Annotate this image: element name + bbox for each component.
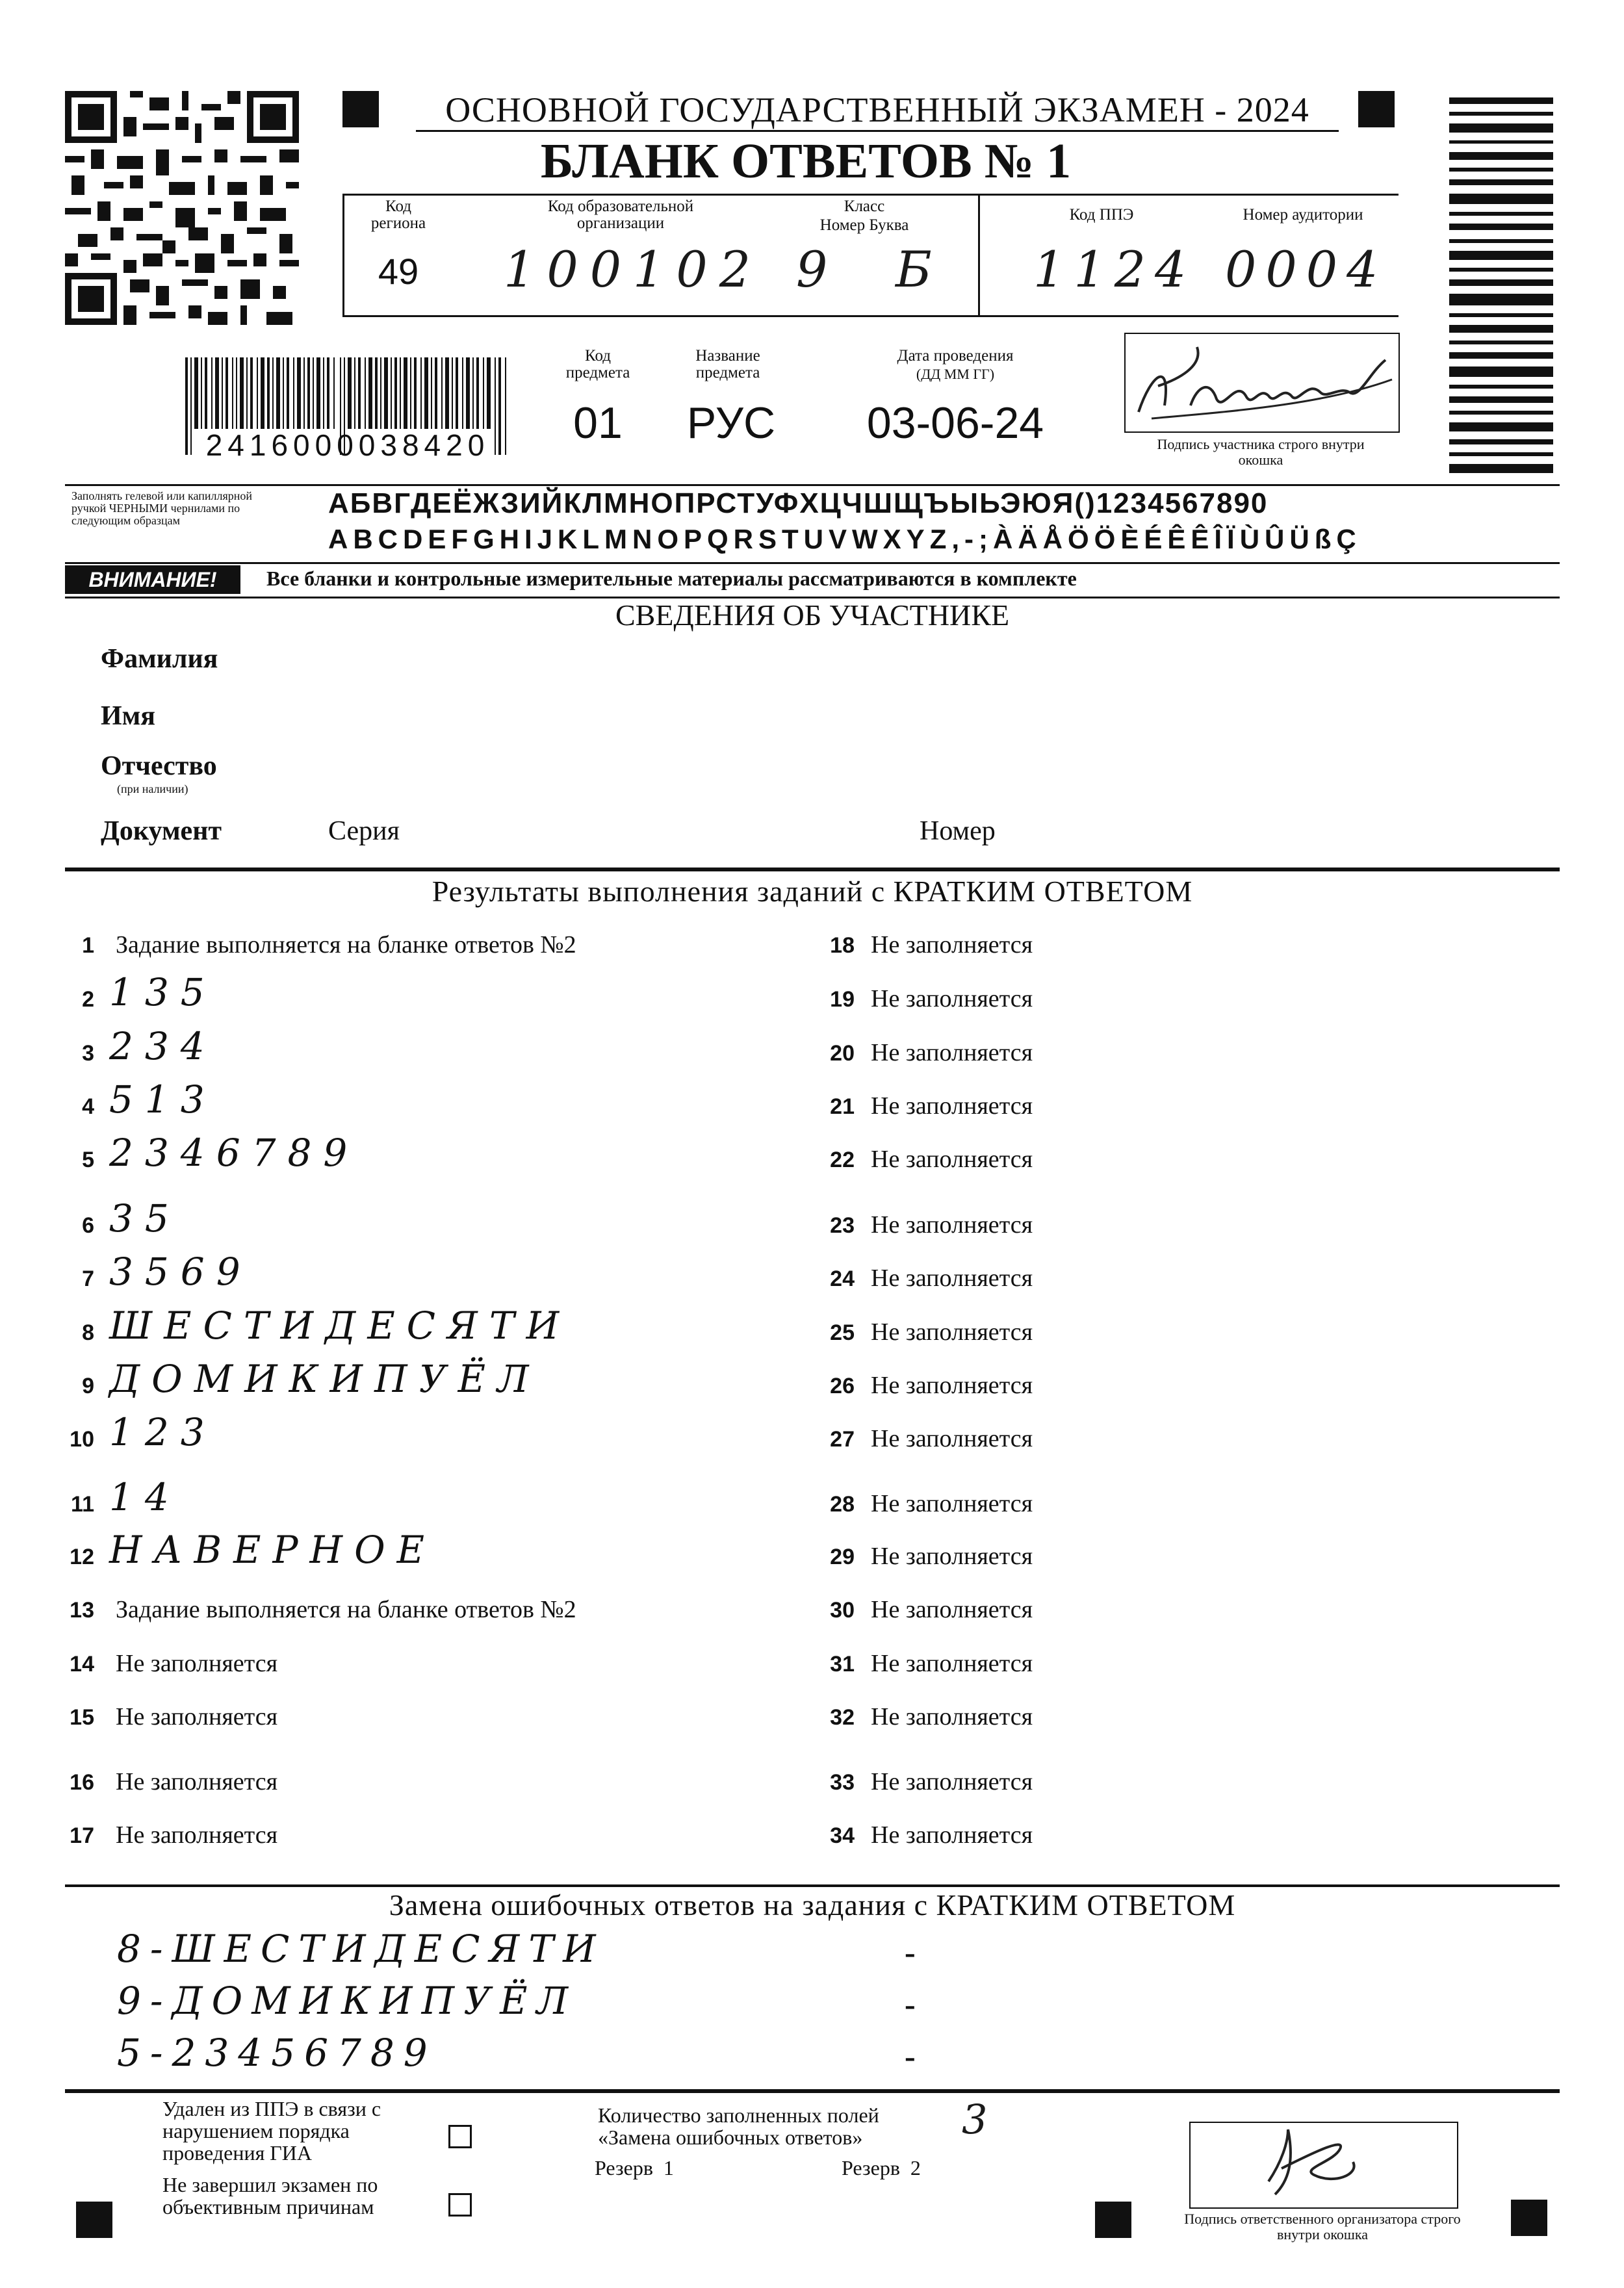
- answer-status-text: Не заполняется: [871, 1821, 1033, 1849]
- attention-badge: ВНИМАНИЕ!: [65, 565, 240, 594]
- task-number: 18: [830, 933, 855, 958]
- answer-field[interactable]: 2346789: [109, 1131, 359, 1175]
- answer-field[interactable]: 135: [109, 970, 216, 1014]
- task-number: 22: [830, 1148, 855, 1172]
- not-finished-checkbox[interactable]: [448, 2193, 472, 2217]
- replacement-answer-right[interactable]: -: [905, 1986, 916, 2022]
- reserve-1-label: Резерв 1: [595, 2156, 674, 2179]
- answer-field[interactable]: 513: [109, 1077, 216, 1122]
- answer-field[interactable]: 234: [109, 1024, 216, 1068]
- participant-signature-box[interactable]: [1124, 333, 1400, 433]
- answer-status-text: Не заполняется: [116, 1703, 278, 1730]
- answer-status-text: Не заполняется: [116, 1821, 278, 1849]
- task-number: 14: [70, 1652, 94, 1677]
- sample-line-2: ABCDEFGHIJKLMNOPQRSTUVWXYZ,-;ÀÄÅÖÖÈÉÊÊÎÏÙÛÜßÇ: [328, 524, 1361, 554]
- task-number: 1: [82, 933, 94, 958]
- corner-marker-top-left: [342, 91, 379, 127]
- answer-status-text: Не заполняется: [116, 1768, 278, 1795]
- answer-status-text: Не заполняется: [871, 1768, 1033, 1795]
- task-number: 16: [70, 1770, 94, 1795]
- surname-label: Фамилия: [101, 644, 218, 674]
- task-number: 31: [830, 1652, 855, 1677]
- corner-marker-bottom-right: [1511, 2200, 1547, 2236]
- answer-status-text: Не заполняется: [871, 1543, 1033, 1570]
- ppe-value: 1124: [1033, 240, 1196, 298]
- answer-status-text: Не заполняется: [871, 1039, 1033, 1066]
- patronymic-label: Отчество: [101, 751, 217, 781]
- task-number: 2: [82, 987, 94, 1012]
- series-label: Серия: [328, 816, 400, 846]
- task-number: 28: [830, 1492, 855, 1517]
- task-number: 27: [830, 1427, 855, 1452]
- subject-name-value: РУС: [686, 398, 776, 448]
- task-number: 33: [830, 1770, 855, 1795]
- results-section-title: Результаты выполнения заданий с КРАТКИМ ОТВЕТОМ: [432, 875, 1193, 908]
- answer-status-text: Не заполняется: [871, 1211, 1033, 1239]
- task-number: 23: [830, 1213, 855, 1238]
- answer-status-text: Не заполняется: [871, 1490, 1033, 1517]
- answer-status-text: Не заполняется: [871, 1372, 1033, 1399]
- sample-line-1: АБВГДЕЁЖЗИЙКЛМНОПРСТУФХЦЧШЩЪЫЬЭЮЯ()1234567890: [328, 487, 1269, 519]
- org-label: Код образовательной организации: [547, 198, 694, 232]
- answer-status-text: Не заполняется: [871, 1265, 1033, 1292]
- answer-status-text: Задание выполняется на бланке ответов №2: [116, 1596, 576, 1623]
- class-letter: Б: [896, 240, 932, 298]
- task-number: 21: [830, 1094, 855, 1119]
- form-title: БЛАНК ОТВЕТОВ № 1: [540, 134, 1072, 188]
- room-value: 0004: [1225, 240, 1387, 298]
- corner-marker-bottom-middle: [1095, 2202, 1131, 2238]
- answer-status-text: Не заполняется: [871, 1596, 1033, 1623]
- exam-title: ОСНОВНОЙ ГОСУДАРСТВЕННЫЙ ЭКЗАМЕН - 2024: [445, 90, 1309, 129]
- task-number: 3: [82, 1041, 94, 1066]
- ppe-label: Код ППЭ: [1069, 206, 1134, 224]
- class-number: 9: [796, 240, 828, 298]
- org-value: 100102: [504, 240, 763, 298]
- answer-status-text: Не заполняется: [871, 1703, 1033, 1730]
- task-number: 25: [830, 1320, 855, 1345]
- answer-field[interactable]: НАВЕРНОЕ: [109, 1528, 436, 1572]
- task-number: 29: [830, 1545, 855, 1569]
- attention-text: Все бланки и контрольные измерительные материалы рассматриваются в комплекте: [266, 567, 1077, 590]
- answer-status-text: Не заполняется: [116, 1650, 278, 1677]
- task-number: 19: [830, 987, 855, 1012]
- subject-code-label: Код предмета: [565, 347, 630, 381]
- task-number: 11: [71, 1492, 94, 1517]
- participant-section-title: СВЕДЕНИЯ ОБ УЧАСТНИКЕ: [615, 598, 1010, 632]
- task-number: 30: [830, 1598, 855, 1623]
- region-label: Код региона: [370, 198, 426, 232]
- removed-label: Удален из ППЭ в связи с нарушением порядка проведения ГИА: [162, 2097, 381, 2165]
- answer-field[interactable]: ШЕСТИДЕСЯТИ: [109, 1304, 571, 1348]
- task-number: 13: [70, 1598, 94, 1623]
- task-number: 34: [830, 1823, 855, 1848]
- task-number: 6: [82, 1213, 94, 1238]
- task-number: 20: [830, 1041, 855, 1066]
- replacement-answer[interactable]: 5-23456789: [117, 2031, 437, 2075]
- answer-status-text: Не заполняется: [871, 1318, 1033, 1346]
- room-label: Номер аудитории: [1243, 206, 1363, 224]
- name-label: Имя: [101, 701, 155, 731]
- not-finished-label: Не завершил экзамен по объективным причинам: [162, 2173, 378, 2218]
- task-number: 24: [830, 1266, 855, 1291]
- answer-field[interactable]: 3569: [109, 1250, 252, 1294]
- region-value: 49: [378, 251, 419, 292]
- corner-marker-top-right: [1358, 91, 1395, 127]
- answer-field[interactable]: 123: [109, 1410, 216, 1454]
- task-number: 12: [70, 1545, 94, 1569]
- sample-instruction: Заполнять гелевой или капиллярной ручкой ЧЕРНЫМИ чернилами по следующим образцам: [71, 489, 252, 527]
- removed-checkbox[interactable]: [448, 2125, 472, 2148]
- participant-signature: [1126, 334, 1398, 431]
- task-number: 10: [70, 1427, 94, 1452]
- answer-field[interactable]: 14: [109, 1475, 181, 1519]
- task-number: 32: [830, 1705, 855, 1730]
- organizer-signature: [1191, 2123, 1457, 2207]
- organizer-signature-caption: Подпись ответственного организатора строго внутри окошка: [1184, 2211, 1461, 2243]
- date-value: 03-06-24: [866, 398, 1044, 448]
- class-label-2: Номер Буква: [819, 216, 909, 234]
- answer-status-text: Не заполняется: [871, 1650, 1033, 1677]
- task-number: 26: [830, 1374, 855, 1398]
- patronymic-note: (при наличии): [117, 782, 188, 795]
- qr-code: [65, 91, 299, 325]
- class-label-1: Класс: [844, 198, 885, 215]
- answer-status-text: Не заполняется: [871, 931, 1033, 958]
- barcode-number: 2416000038420: [205, 428, 490, 462]
- answer-field[interactable]: ДОМИКИПУЁЛ: [109, 1357, 541, 1401]
- task-number: 8: [82, 1320, 94, 1345]
- task-number: 5: [82, 1148, 94, 1172]
- replacement-answer-right[interactable]: -: [905, 2038, 916, 2074]
- answer-status-text: Не заполняется: [871, 1146, 1033, 1173]
- date-format: (ДД ММ ГГ): [916, 366, 995, 382]
- task-number: 9: [82, 1374, 94, 1398]
- replacement-answer[interactable]: 9-ДОМИКИПУЁЛ: [117, 1979, 577, 2023]
- replacement-answer[interactable]: 8-ШЕСТИДЕСЯТИ: [117, 1927, 605, 1971]
- task-number: 4: [82, 1094, 94, 1119]
- answer-field[interactable]: 35: [109, 1196, 181, 1240]
- replacement-answer-right[interactable]: -: [905, 1934, 916, 1970]
- document-label: Документ: [101, 816, 222, 846]
- organizer-signature-box[interactable]: [1189, 2122, 1458, 2209]
- corner-marker-bottom-left: [76, 2202, 112, 2238]
- subject-name-label: Название предмета: [695, 347, 760, 381]
- task-number: 7: [82, 1266, 94, 1291]
- answer-status-text: Не заполняется: [871, 1092, 1033, 1120]
- replacement-section-title: Замена ошибочных ответов на задания с КРАТКИМ ОТВЕТОМ: [389, 1888, 1236, 1922]
- reserve-2-label: Резерв 2: [842, 2156, 921, 2179]
- answer-status-text: Не заполняется: [871, 985, 1033, 1012]
- subject-code-value: 01: [573, 398, 623, 448]
- participant-signature-caption: Подпись участника строго внутри окошка: [1157, 436, 1365, 468]
- task-number: 15: [70, 1705, 94, 1730]
- answer-status-text: Не заполняется: [871, 1425, 1033, 1452]
- replacement-count-value[interactable]: 3: [962, 2096, 988, 2143]
- answer-status-text: Задание выполняется на бланке ответов №2: [116, 931, 576, 958]
- date-label: Дата проведения: [897, 347, 1014, 365]
- number-label: Номер: [920, 816, 996, 846]
- replacement-count-label: Количество заполненных полей «Замена ошибочных ответов»: [598, 2103, 879, 2149]
- side-barcode: [1449, 97, 1553, 474]
- task-number: 17: [70, 1823, 94, 1848]
